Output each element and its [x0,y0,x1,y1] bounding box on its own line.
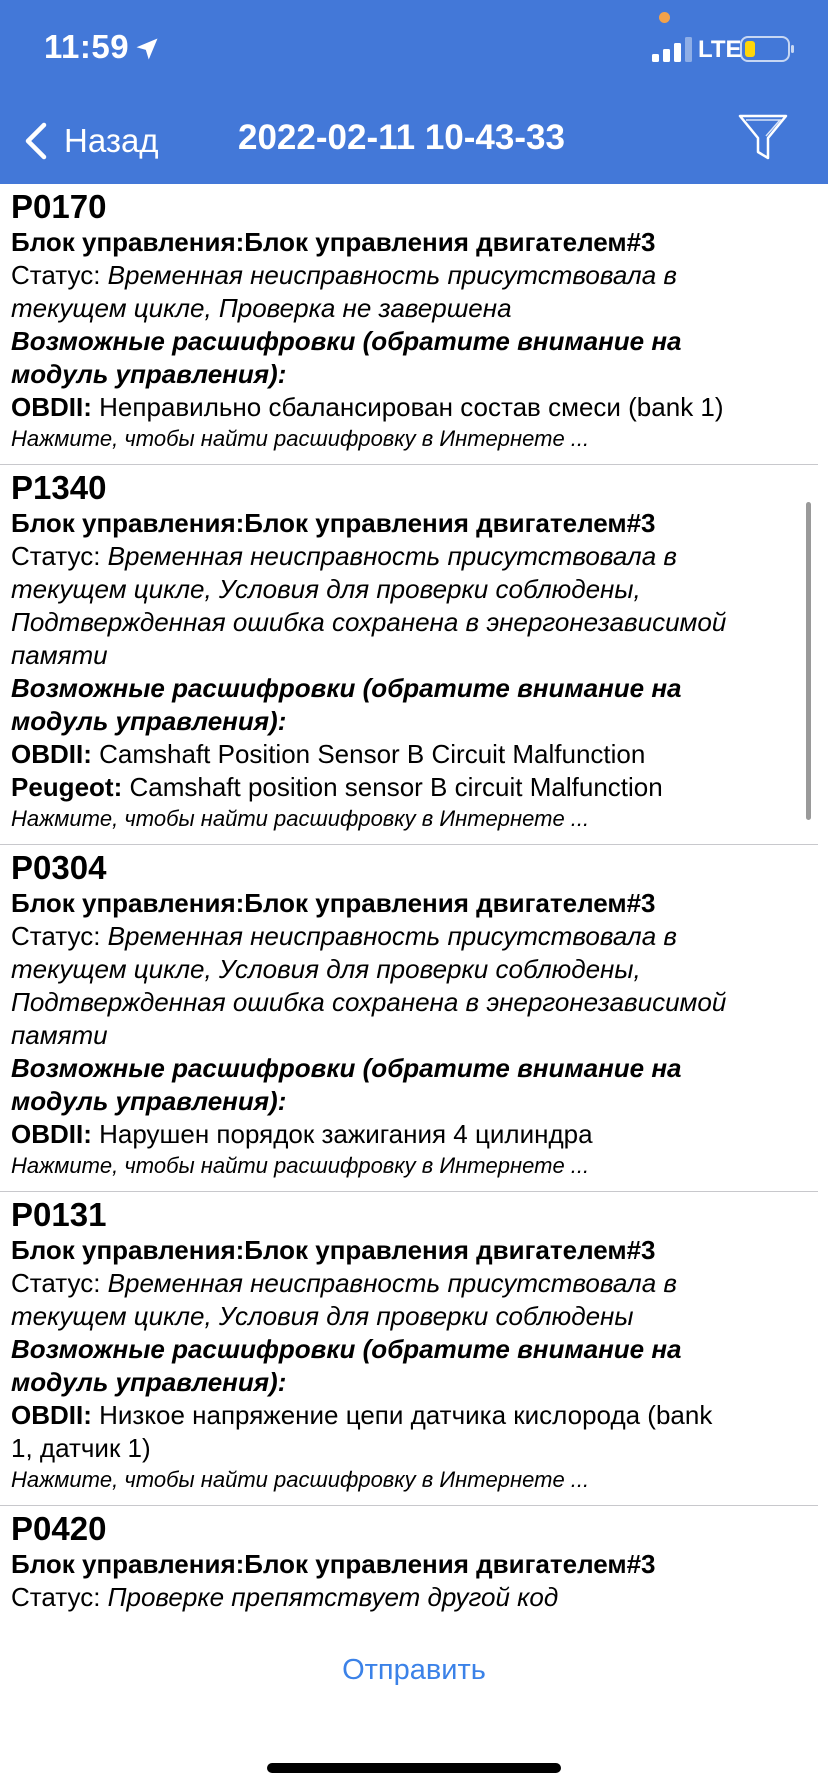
battery-icon [740,36,796,62]
home-indicator[interactable] [267,1763,561,1773]
definition-text: 1, датчик 1) [11,1433,151,1463]
status-text: Временная неисправность присутствовала в [107,921,677,951]
control-unit-label: Блок управления:Блок управления двигателем#3 [11,1549,656,1579]
status-label: Статус: [11,541,101,571]
possible-decodings-heading: Возможные расшифровки (обратите внимание на [11,1334,682,1364]
definition-text: Низкое напряжение цепи датчика кислорода (bank [99,1400,713,1430]
scroll-indicator[interactable] [806,502,811,820]
status-line [11,986,808,1019]
status-line [11,1019,808,1052]
status-text: Подтвержденная ошибка сохранена в энергонезависимой [11,607,727,637]
status-text: текущем цикле, Проверка не завершена [11,293,512,323]
status-line [11,259,808,292]
possible-decodings-heading: Возможные расшифровки (обратите внимание на [11,673,682,703]
header-bar [0,0,828,184]
network-type-label: LTE [698,36,742,63]
status-text: текущем цикле, Условия для проверки соблюдены [11,1301,634,1331]
definition-line [11,771,808,804]
possible-decodings-heading: модуль управления): [11,1086,287,1116]
privacy-indicator-dot [659,12,670,23]
dtc-code: P0420 [11,1510,107,1547]
cellular-signal-icon [652,36,696,62]
dtc-code: P0170 [11,188,107,225]
status-label: Статус: [11,1268,101,1298]
filter-icon[interactable] [736,112,790,164]
dtc-code: P0131 [11,1196,107,1233]
control-unit-label: Блок управления:Блок управления двигателем#3 [11,227,656,257]
status-line [11,639,808,672]
possible-decodings-heading: модуль управления): [11,1367,287,1397]
chevron-left-icon [22,121,50,161]
definition-line [11,391,808,424]
dtc-entry[interactable] [0,1506,818,1620]
back-button-label: Назад [64,122,159,159]
control-unit-label: Блок управления:Блок управления двигателем#3 [11,1235,656,1265]
dtc-code: P1340 [11,469,107,506]
status-line [11,1267,808,1300]
location-arrow-icon [133,35,161,63]
status-line [11,606,808,639]
status-label: Статус: [11,260,101,290]
definition-line [11,1432,808,1465]
dtc-entry[interactable] [0,845,818,1192]
status-line [11,540,808,573]
possible-decodings-heading: модуль управления): [11,706,287,736]
possible-decodings-heading: Возможные расшифровки (обратите внимание на [11,1053,682,1083]
status-text: Проверке препятствует другой код [107,1582,559,1612]
status-line [11,1581,808,1614]
possible-decodings-heading: модуль управления): [11,359,287,389]
search-online-link[interactable]: Нажмите, чтобы найти расшифровку в Интернете ... [11,1467,590,1492]
definition-text: Нарушен порядок зажигания 4 цилиндра [99,1119,593,1149]
definition-text: Camshaft position sensor B circuit Malfunction [129,772,663,802]
definition-source: OBDII: [11,1400,92,1430]
control-unit-label: Блок управления:Блок управления двигателем#3 [11,508,656,538]
dtc-entry[interactable] [0,184,818,465]
definition-text: Camshaft Position Sensor B Circuit Malfunction [99,739,646,769]
status-text: текущем цикле, Условия для проверки соблюдены, [11,954,641,984]
dtc-entry[interactable] [0,465,818,845]
status-label: Статус: [11,1582,101,1612]
status-text: Временная неисправность присутствовала в [107,260,677,290]
back-button[interactable] [22,118,159,164]
dtc-code: P0304 [11,849,107,886]
definition-line [11,1118,808,1151]
status-time: 11:59 [44,28,130,65]
status-label: Статус: [11,921,101,951]
definition-line [11,1399,808,1432]
search-online-link[interactable]: Нажмите, чтобы найти расшифровку в Интернете ... [11,1153,590,1178]
definition-source: Peugeot: [11,772,123,802]
status-line [11,573,808,606]
status-text: памяти [11,1020,108,1050]
status-line [11,292,808,325]
status-text: Временная неисправность присутствовала в [107,1268,677,1298]
definition-source: OBDII: [11,1119,92,1149]
status-text: Временная неисправность присутствовала в [107,541,677,571]
search-online-link[interactable]: Нажмите, чтобы найти расшифровку в Интернете ... [11,806,590,831]
control-unit-label: Блок управления:Блок управления двигателем#3 [11,888,656,918]
send-button[interactable]: Отправить [342,1654,486,1686]
definition-line [11,738,808,771]
dtc-entry[interactable] [0,1192,818,1506]
status-line [11,953,808,986]
status-text: Подтвержденная ошибка сохранена в энергонезависимой [11,987,727,1017]
status-line [11,920,808,953]
page-title: 2022-02-11 10-43-33 [238,118,565,157]
dtc-list[interactable] [0,184,828,1620]
search-online-link[interactable]: Нажмите, чтобы найти расшифровку в Интернете ... [11,426,590,451]
definition-text: Неправильно сбалансирован состав смеси (bank 1) [99,392,724,422]
status-text: текущем цикле, Условия для проверки соблюдены, [11,574,641,604]
definition-source: OBDII: [11,392,92,422]
definition-source: OBDII: [11,739,92,769]
possible-decodings-heading: Возможные расшифровки (обратите внимание на [11,326,682,356]
status-line [11,1300,808,1333]
status-text: памяти [11,640,108,670]
